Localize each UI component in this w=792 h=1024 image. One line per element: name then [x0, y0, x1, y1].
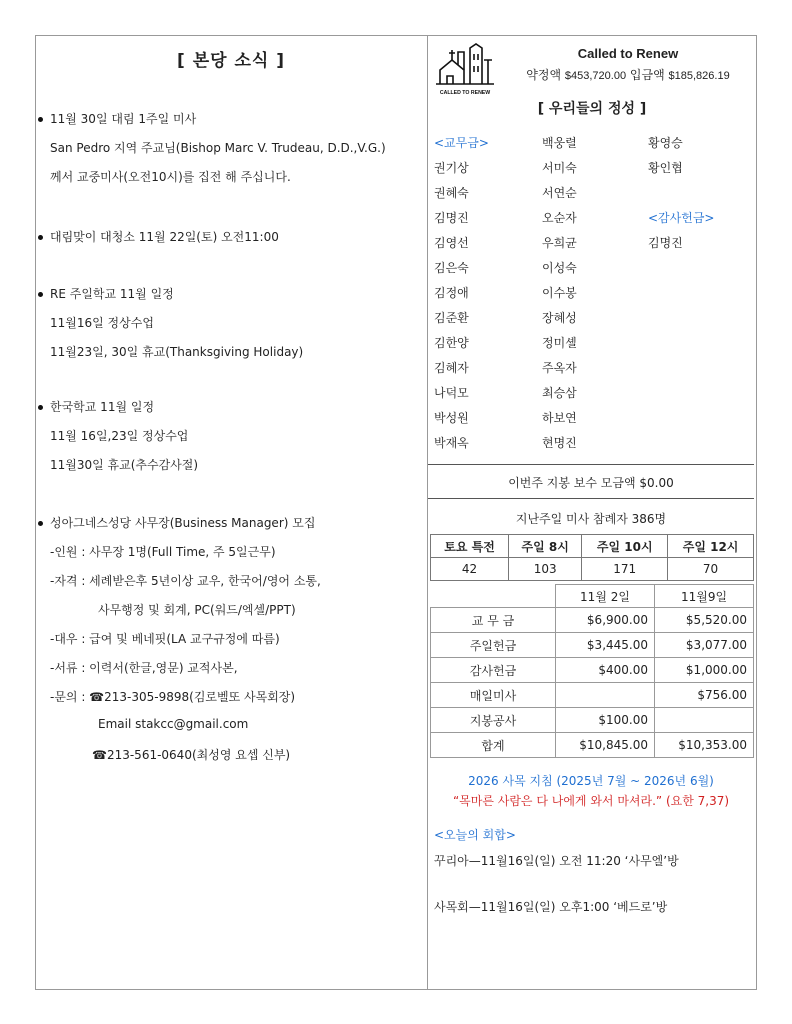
attendance-header: 주일 10시 — [582, 535, 668, 558]
donor-name: 서미숙 — [542, 161, 577, 175]
offering-value — [655, 708, 754, 733]
offering-category-heading: <교무금> — [434, 136, 489, 150]
news-item-4-line-2: 11월30일 휴교(추수감사절) — [50, 458, 199, 472]
donor-name: 하보연 — [542, 411, 577, 425]
donor-name: 권기상 — [434, 161, 469, 175]
donor-name: 김한양 — [434, 336, 469, 350]
news-item-2-heading — [38, 228, 279, 245]
news-item-5-line-1: -인원 : 사무장 1명(Full Time, 주 5일근무) — [50, 545, 276, 559]
news-item-5-email: Email stakcc@gmail.com — [98, 717, 249, 731]
offering-label: 주일헌금 — [431, 633, 556, 658]
donor-name: 김영선 — [434, 236, 469, 250]
news-item-5-line-6: -문의 : ☎213-305-9898(김로벨또 사목회장) — [50, 690, 296, 704]
offering-row — [431, 708, 754, 733]
svg-text:CALLED TO RENEW: CALLED TO RENEW — [439, 90, 491, 96]
offering-header-date-1: 11월 2일 — [556, 585, 655, 608]
donor-name: 주옥자 — [542, 361, 577, 375]
bullet-icon — [38, 117, 43, 122]
offering-label: 지봉공사 — [431, 708, 556, 733]
news-item-5-heading-text: 성아그네스성당 사무장(Business Manager) 모집 — [50, 516, 316, 530]
bullet-icon — [38, 521, 43, 526]
news-item-3-line-2: 11월23일, 30일 휴교(Thanksgiving Holiday) — [50, 345, 304, 359]
offering-value: $1,000.00 — [655, 658, 754, 683]
offering-value: $756.00 — [655, 683, 754, 708]
offering-row — [431, 633, 754, 658]
support-fund-line: 이번주 지봉 보수 모금액 $0.00 — [508, 476, 674, 490]
offering-value: $3,077.00 — [655, 633, 754, 658]
donor-name: 김준환 — [434, 311, 469, 325]
news-item-3-heading — [38, 285, 174, 302]
news-item-3-line-1: 11월16일 정상수업 — [50, 316, 154, 330]
attendance-value: 70 — [668, 558, 754, 581]
donor-name: 박성원 — [434, 411, 469, 425]
offering-label: 교 무 금 — [431, 608, 556, 633]
offering-value — [556, 683, 655, 708]
donor-name: 김정애 — [434, 286, 469, 300]
offering-label: 감사헌금 — [431, 658, 556, 683]
news-item-1-heading-text: 11월 30일 대림 1주일 미사 — [50, 112, 197, 126]
campaign-amounts — [508, 66, 748, 83]
offering-row — [431, 608, 754, 633]
mass-attendance-line: 지난주일 미사 참례자 386명 — [515, 512, 667, 526]
news-item-5-line-2: -자격 : 세례받은후 5년이상 교우, 한국어/영어 소통, — [50, 574, 321, 588]
donor-name: 이수봉 — [542, 286, 577, 300]
news-item-4-heading-text: 한국학교 11월 일정 — [50, 400, 155, 414]
offering-row — [431, 683, 754, 708]
pledge-value: $453,720.00 — [564, 70, 627, 82]
paid-label: 입금액 — [629, 68, 665, 82]
offering-value: $3,445.00 — [556, 633, 655, 658]
news-item-1-heading — [38, 110, 196, 127]
attendance-header: 주일 8시 — [509, 535, 582, 558]
news-item-5-line-5: -서류 : 이력서(한글,영문) 교적사본, — [50, 661, 238, 675]
donor-name: 권혜숙 — [434, 186, 469, 200]
meetings-title: <오늘의 회합> — [434, 828, 516, 842]
offering-value: $6,900.00 — [556, 608, 655, 633]
donor-name: 김은숙 — [434, 261, 469, 275]
news-item-4-heading — [38, 398, 154, 415]
donor-name: 나덕모 — [434, 386, 469, 400]
donor-name: 황인협 — [648, 161, 683, 175]
attendance-header-row — [431, 535, 754, 558]
donor-name: 황영승 — [648, 136, 683, 150]
meeting-item: 꾸리아—11월16일(일) 오전 11:20 ‘사무엘’방 — [434, 854, 679, 868]
pledge-label: 약정액 — [526, 68, 562, 82]
donor-name: 현명진 — [542, 436, 577, 450]
bullet-icon — [38, 405, 43, 410]
offering-label: 합계 — [431, 733, 556, 758]
news-item-3-heading-text: RE 주일학교 11월 일정 — [50, 287, 174, 301]
news-item-5-line-3: 사무행정 및 회계, PC(워드/엑셀/PPT) — [98, 603, 296, 617]
donor-name: 백웅렬 — [542, 136, 577, 150]
news-item-5-line-4: -대우 : 급여 및 베네핏(LA 교구규정에 따름) — [50, 632, 280, 646]
offering-value: $100.00 — [556, 708, 655, 733]
news-item-1-line-1: San Pedro 지역 주교님(Bishop Marc V. Trudeau, D.D.,V.G.) — [50, 141, 386, 155]
paid-value: $185,826.19 — [668, 70, 730, 82]
offerings-title: [ 우리들의 정성 ] — [537, 101, 647, 117]
offering-value: $400.00 — [556, 658, 655, 683]
attendance-value: 42 — [431, 558, 509, 581]
donor-name: 장혜성 — [542, 311, 577, 325]
offering-header-blank — [431, 585, 556, 608]
offering-header-row — [431, 585, 754, 608]
offering-value: $5,520.00 — [655, 608, 754, 633]
attendance-table — [430, 534, 754, 581]
bullet-icon — [38, 292, 43, 297]
meeting-item: 사목회—11월16일(일) 오후1:00 ‘베드로’방 — [434, 900, 668, 914]
donor-name: 최승삼 — [542, 386, 577, 400]
bullet-icon — [38, 235, 43, 240]
donor-name: 이성숙 — [542, 261, 577, 275]
donor-name: 서연순 — [542, 186, 577, 200]
offering-row — [431, 658, 754, 683]
attendance-header: 토요 특전 — [431, 535, 509, 558]
news-title: [ 본당 소식 ] — [177, 51, 285, 71]
offering-value: $10,845.00 — [556, 733, 655, 758]
offering-total-row — [431, 733, 754, 758]
attendance-value-row — [431, 558, 754, 581]
donor-name: 박재옥 — [434, 436, 469, 450]
news-item-5-phone: ☎213-561-0640(최성영 요셉 신부) — [92, 748, 291, 762]
donor-name: 정미셸 — [542, 336, 577, 350]
called-to-renew-title: Called to Renew — [577, 46, 679, 61]
attendance-value: 171 — [582, 558, 668, 581]
donor-name: 김혜자 — [434, 361, 469, 375]
scripture-verse: “목마른 사람은 다 나에게 와서 마셔라.” (요한 7,37) — [452, 794, 730, 808]
divider-line — [428, 464, 754, 465]
news-item-4-line-1: 11월 16일,23일 정상수업 — [50, 429, 189, 443]
offering-header-date-2: 11월9일 — [655, 585, 754, 608]
donor-name: 우희균 — [542, 236, 577, 250]
donor-name: 김명진 — [434, 211, 469, 225]
news-item-1-line-2: 께서 교중미사(오전10시)를 집전 해 주십니다. — [50, 170, 291, 184]
news-item-5-heading — [38, 514, 315, 531]
offering-value: $10,353.00 — [655, 733, 754, 758]
divider-line — [428, 498, 754, 499]
attendance-header: 주일 12시 — [668, 535, 754, 558]
called-to-renew-logo — [434, 40, 496, 100]
donor-name: 김명진 — [648, 236, 683, 250]
offering-totals-table — [430, 584, 754, 758]
offering-label: 매일미사 — [431, 683, 556, 708]
donor-name: 오순자 — [542, 211, 577, 225]
pastoral-guideline: 2026 사목 지침 (2025년 7월 ~ 2026년 6월) — [468, 774, 714, 788]
attendance-value: 103 — [509, 558, 582, 581]
offering-category-heading: <감사헌금> — [648, 211, 715, 225]
news-item-2-heading-text: 대림맞이 대청소 11월 22일(토) 오전11:00 — [50, 230, 279, 244]
